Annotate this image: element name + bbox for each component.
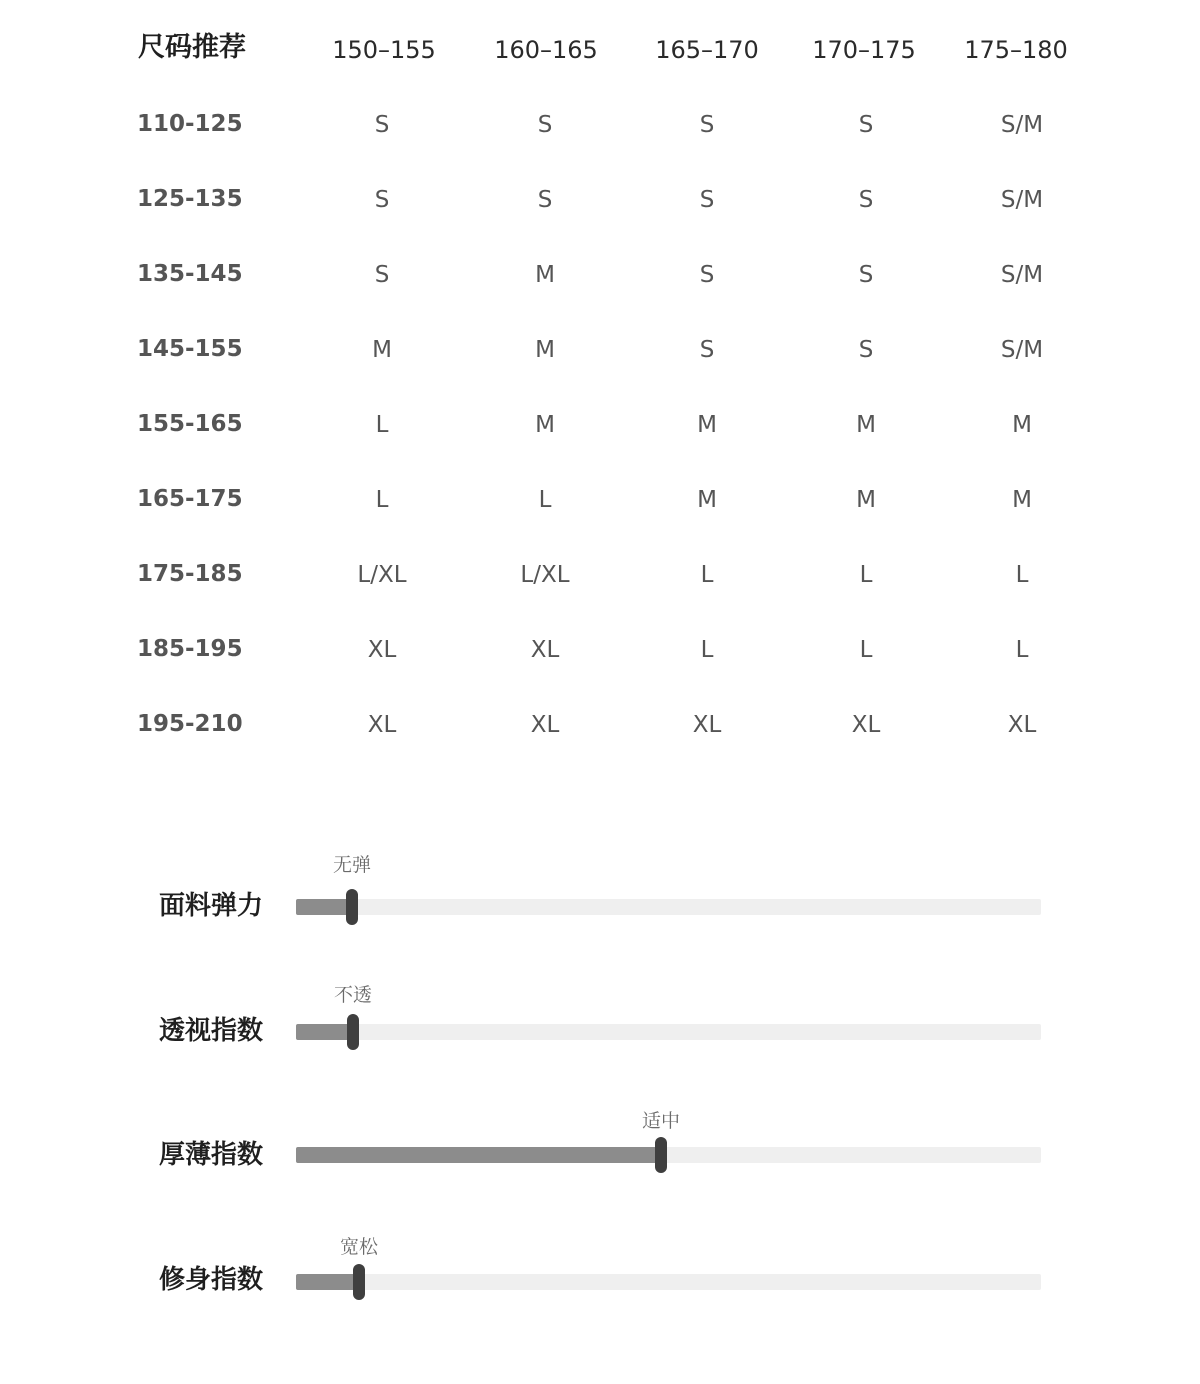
metric-label: 面料弹力 — [159, 891, 264, 921]
size-cell: S — [858, 112, 874, 138]
level-thumb — [347, 1014, 359, 1050]
size-chart-title: 尺码推荐 — [138, 32, 246, 63]
size-cell: M — [535, 412, 555, 438]
size-cell: L — [375, 487, 389, 513]
size-cell: S — [699, 187, 715, 213]
weight-range-label: 135-145 — [137, 261, 243, 287]
level-thumb — [655, 1137, 667, 1173]
size-cell: S — [699, 337, 715, 363]
size-cell: M — [697, 412, 717, 438]
height-header: 175–180 — [964, 36, 1068, 64]
weight-range-label: 195-210 — [137, 711, 243, 737]
size-cell: M — [535, 337, 555, 363]
level-fill — [296, 899, 352, 915]
level-thumb — [346, 889, 358, 925]
size-cell: XL — [367, 712, 397, 738]
weight-range-label: 155-165 — [137, 411, 243, 437]
weight-range-label: 125-135 — [137, 186, 243, 212]
level-track — [296, 899, 1041, 915]
level-text: 适中 — [641, 1110, 681, 1132]
metric-label: 厚薄指数 — [159, 1140, 264, 1170]
size-cell: XL — [530, 637, 560, 663]
size-cell: S — [858, 262, 874, 288]
size-cell: S — [374, 187, 390, 213]
size-cell: L — [700, 562, 714, 588]
fabric-elasticity-metric — [0, 850, 1200, 940]
weight-range-label: 185-195 — [137, 636, 243, 662]
transparency-metric — [0, 980, 1200, 1070]
height-header: 170–175 — [812, 36, 916, 64]
size-cell: S — [374, 262, 390, 288]
size-cell: L — [859, 562, 873, 588]
size-cell: L — [375, 412, 389, 438]
size-cell: L — [700, 637, 714, 663]
metric-label: 透视指数 — [159, 1016, 264, 1046]
size-cell: L/XL — [357, 562, 407, 588]
level-track — [296, 1147, 1041, 1163]
level-fill — [296, 1024, 353, 1040]
level-fill — [296, 1274, 359, 1290]
level-text: 不透 — [333, 984, 373, 1006]
level-thumb — [353, 1264, 365, 1300]
size-cell: L — [1015, 637, 1029, 663]
level-text: 无弹 — [332, 854, 372, 876]
size-cell: S/M — [1000, 262, 1044, 288]
size-cell: M — [1012, 487, 1032, 513]
height-header: 165–170 — [655, 36, 759, 64]
size-cell: S — [858, 337, 874, 363]
size-cell: S — [374, 112, 390, 138]
thickness-metric — [0, 1107, 1200, 1197]
weight-range-label: 165-175 — [137, 486, 243, 512]
size-cell: L — [1015, 562, 1029, 588]
size-cell: S — [858, 187, 874, 213]
size-cell: XL — [851, 712, 881, 738]
fit-metric — [0, 1232, 1200, 1322]
size-cell: L — [538, 487, 552, 513]
size-cell: M — [856, 487, 876, 513]
size-cell: M — [697, 487, 717, 513]
level-track — [296, 1274, 1041, 1290]
weight-range-label: 145-155 — [137, 336, 243, 362]
level-fill — [296, 1147, 661, 1163]
size-cell: M — [535, 262, 555, 288]
metric-label: 修身指数 — [159, 1265, 264, 1295]
size-cell: M — [856, 412, 876, 438]
height-header: 160–165 — [494, 36, 598, 64]
size-cell: S/M — [1000, 337, 1044, 363]
size-cell: L — [859, 637, 873, 663]
size-cell: S — [699, 262, 715, 288]
size-cell: M — [372, 337, 392, 363]
size-cell: XL — [530, 712, 560, 738]
size-cell: XL — [367, 637, 397, 663]
size-cell: S/M — [1000, 112, 1044, 138]
level-text: 宽松 — [339, 1236, 379, 1258]
weight-range-label: 175-185 — [137, 561, 243, 587]
size-cell: L/XL — [520, 562, 570, 588]
level-track — [296, 1024, 1041, 1040]
weight-range-label: 110-125 — [137, 111, 243, 137]
size-cell: S/M — [1000, 187, 1044, 213]
size-cell: S — [537, 187, 553, 213]
size-cell: S — [699, 112, 715, 138]
size-cell: S — [537, 112, 553, 138]
size-cell: XL — [692, 712, 722, 738]
height-header: 150–155 — [332, 36, 436, 64]
size-cell: XL — [1007, 712, 1037, 738]
size-cell: M — [1012, 412, 1032, 438]
